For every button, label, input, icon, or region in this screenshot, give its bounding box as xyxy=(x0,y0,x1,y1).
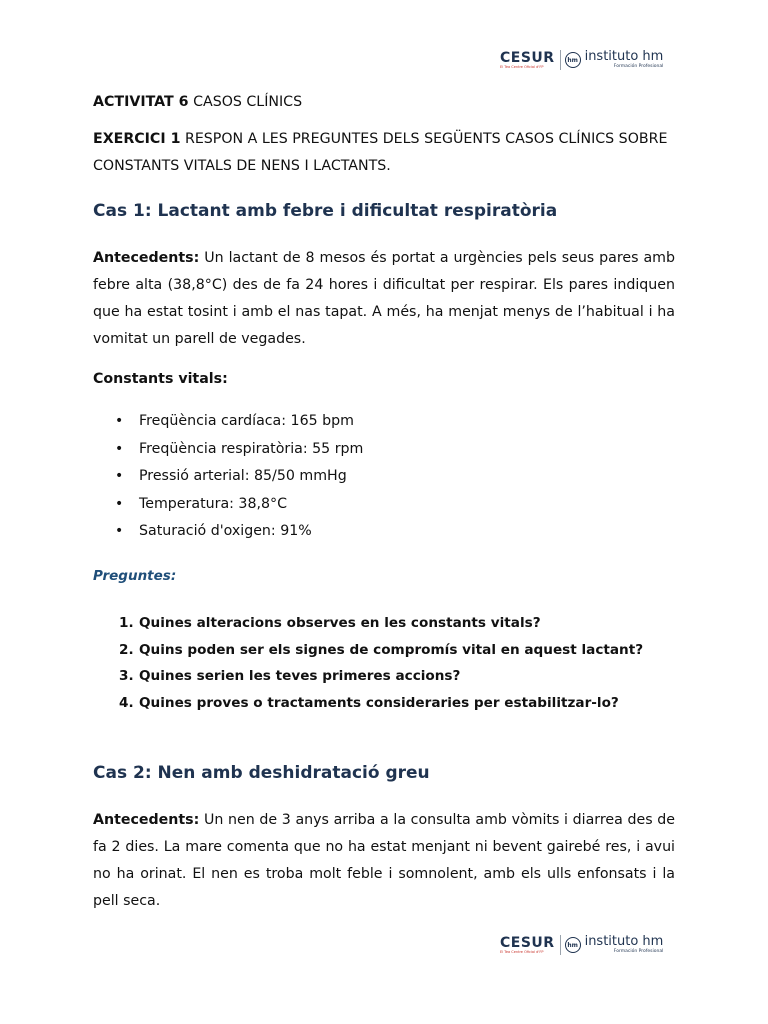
question-number: 4. xyxy=(119,694,134,711)
instituto-hm-logo xyxy=(585,50,664,70)
hm-badge-icon: hm xyxy=(565,52,581,68)
case1-questions-list xyxy=(93,610,713,716)
cesur-wordmark: CESUR xyxy=(500,49,555,66)
logo-divider xyxy=(560,50,561,70)
instituto-hm-tagline: Formación Profesional xyxy=(613,949,664,955)
case2-antecedents-label: Antecedents: xyxy=(93,812,200,828)
list-item xyxy=(93,690,713,717)
list-item xyxy=(93,610,713,637)
question-text: Quines serien les teves primeres accions? xyxy=(139,668,461,684)
case1-questions-label: Preguntes: xyxy=(93,568,177,584)
list-item: • Freqüència respiratòria: 55 rpm xyxy=(93,436,653,464)
case2-antecedents xyxy=(93,807,675,915)
logo-divider xyxy=(560,935,561,955)
list-item xyxy=(93,663,713,690)
list-item: • Saturació d'oxigen: 91% xyxy=(93,518,653,546)
list-item: • Freqüència cardíaca: 165 bpm xyxy=(93,408,653,436)
cesur-logo xyxy=(500,51,555,70)
question-text: Quines proves o tractaments consideraries per estabilitzar-lo? xyxy=(139,694,619,711)
exercise-statement xyxy=(93,126,675,180)
case1-antecedents-label: Antecedents: xyxy=(93,250,200,266)
cesur-tagline: El Tea Centre Oficial d'FP xyxy=(500,64,544,69)
cesur-logo xyxy=(500,936,555,955)
activity-name: CASOS CLÍNICS xyxy=(193,94,303,110)
header-logo xyxy=(500,49,672,71)
case2-title: Cas 2: Nen amb deshidratació greu xyxy=(93,763,430,783)
question-number: 2. xyxy=(119,641,134,658)
instituto-hm-logo xyxy=(585,935,664,955)
case1-vitals-label: Constants vitals: xyxy=(93,371,228,387)
case1-vitals-list xyxy=(93,408,653,546)
cesur-tagline: El Tea Centre Oficial d'FP xyxy=(500,949,544,954)
question-text: Quins poden ser els signes de compromís vital en aquest lactant? xyxy=(139,641,644,658)
instituto-hm-wordmark: instituto hm xyxy=(584,49,664,65)
cesur-wordmark: CESUR xyxy=(500,934,555,951)
activity-title xyxy=(93,94,302,110)
case2-antecedents-text: Un nen de 3 anys arriba a la consulta amb vòmits i diarrea des de fa 2 dies. La mare comenta que no ha estat menjant ni bevent gairebé res, i avui no ha orinat. El nen es troba molt feble i somnolent, amb els ulls enfonsats i la pell seca. xyxy=(93,812,675,909)
question-number: 1. xyxy=(119,615,134,631)
question-text: Quines alteracions observes en les constants vitals? xyxy=(139,615,541,631)
instituto-hm-tagline: Formación Profesional xyxy=(613,64,664,70)
list-item xyxy=(93,637,713,664)
case1-title: Cas 1: Lactant amb febre i dificultat respiratòria xyxy=(93,201,558,221)
list-item: • Temperatura: 38,8°C xyxy=(93,491,653,519)
exercise-label: EXERCICI 1 xyxy=(93,131,181,147)
question-number: 3. xyxy=(119,668,134,684)
hm-badge-icon: hm xyxy=(565,937,581,953)
case1-antecedents-text: Un lactant de 8 mesos és portat a urgències pels seus pares amb febre alta (38,8°C) des de fa 24 hores i dificultat per respirar. Els pares indiquen que ha estat tosint i amb el nas tapat. A més, ha menjat menys de l’habitual i ha vomitat un parell de vegades. xyxy=(93,250,675,347)
footer-logo xyxy=(500,934,672,956)
exercise-text: RESPON A LES PREGUNTES DELS SEGÜENTS CASOS CLÍNICS SOBRE CONSTANTS VITALS DE NENS I LACTANTS. xyxy=(93,131,668,174)
list-item: • Pressió arterial: 85/50 mmHg xyxy=(93,463,653,491)
activity-label: ACTIVITAT 6 xyxy=(93,94,189,110)
case1-antecedents xyxy=(93,245,675,353)
instituto-hm-wordmark: instituto hm xyxy=(584,934,664,950)
